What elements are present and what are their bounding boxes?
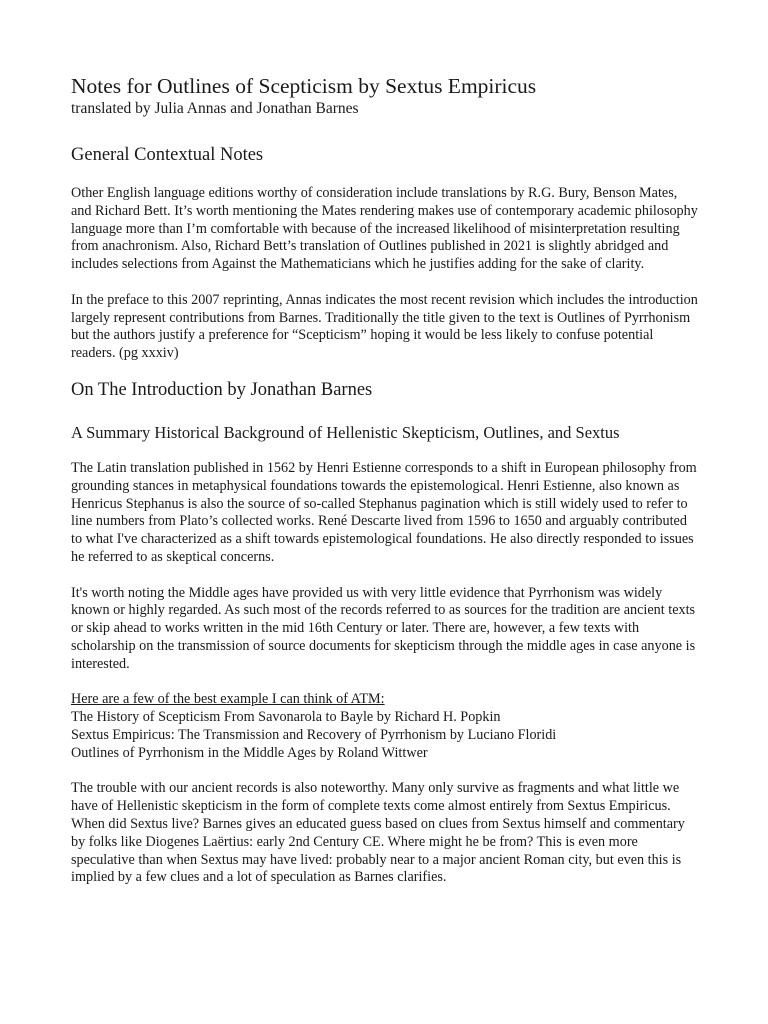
section-heading-general-notes: General Contextual Notes bbox=[71, 145, 264, 165]
reading-list-item: Outlines of Pyrrhonism in the Middle Ages by Roland Wittwer bbox=[71, 744, 428, 761]
section-heading-introduction: On The Introduction by Jonathan Barnes bbox=[71, 379, 373, 400]
reading-list-item: Sextus Empiricus: The Transmission and Recovery of Pyrrhonism by Luciano Floridi bbox=[71, 726, 557, 743]
reading-list-item: The History of Scepticism From Savonarola to Bayle by Richard H. Popkin bbox=[71, 709, 501, 726]
document-title: Notes for Outlines of Scepticism by Sextus Empiricus bbox=[71, 74, 537, 98]
reading-list bbox=[71, 691, 701, 762]
paragraph: It's worth noting the Middle ages have provided us with very little evidence that Pyrrhonism was widely known or highly regarded. As such most of the records referred to as sources for the tradition are ancient texts or skip ahead to works written in the mid 16th Century or later. There are, however, a few texts with scholarship on the transmission of source documents for skepticism through the middle ages in case anyone is interested. bbox=[71, 584, 696, 672]
paragraph: Other English language editions worthy of consideration include translations by R.G. Bury, Benson Mates, and Richard Bett. It’s worth mentioning the Mates rendering makes use of contemporary academic philosophy language more than I’m comfortable with because of the increased likelihood of misinterpretation resulting from anachronism. Also, Richard Bett’s translation of Outlines published in 2021 is slightly abridged and includes selections from Against the Mathematicians which he justifies adding for the sake of clarity. bbox=[71, 185, 698, 273]
document-page bbox=[71, 73, 701, 887]
paragraph: The Latin translation published in 1562 by Henri Estienne corresponds to a shift in European philosophy from grounding stances in metaphysical foundations towards the epistemological. Henri Estienne, also known as Henricus Stephanus is also the source of so-called Stephanus pagination which is still widely used to refer to line numbers from Plato’s collected works. René Descarte lived from 1596 to 1650 and arguably contributed to what I've characterized as a shift towards epistemological foundations. He also directly responded to issues he referred to as skeptical concerns. bbox=[71, 459, 697, 565]
reading-list-heading: Here are a few of the best example I can think of ATM: bbox=[71, 691, 385, 708]
paragraph: The trouble with our ancient records is also noteworthy. Many only survive as fragments and what little we have of Hellenistic skepticism in the form of complete texts come almost entirely from Sextus Empiricus. When did Sextus live? Barnes gives an educated guess based on clues from Sextus himself and commentary by folks like Diogenes Laërtius: early 2nd Century CE. Where might he be from? This is even more speculative than when Sextus may have lived: probably near to a major ancient Roman city, but even this is implied by a few clues and a lot of speculation as Barnes clarifies. bbox=[71, 780, 685, 886]
subsection-heading: A Summary Historical Background of Hellenistic Skepticism, Outlines, and Sextus bbox=[71, 422, 620, 442]
paragraph: In the preface to this 2007 reprinting, Annas indicates the most recent revision which includes the introduction largely represent contributions from Barnes. Traditionally the title given to the text is Outlines of Pyrrhonism but the authors justify a preference for “Scepticism” hoping it would be less likely to confuse potential readers. (pg xxxiv) bbox=[71, 291, 698, 362]
document-subtitle: translated by Julia Annas and Jonathan Barnes bbox=[71, 100, 359, 117]
